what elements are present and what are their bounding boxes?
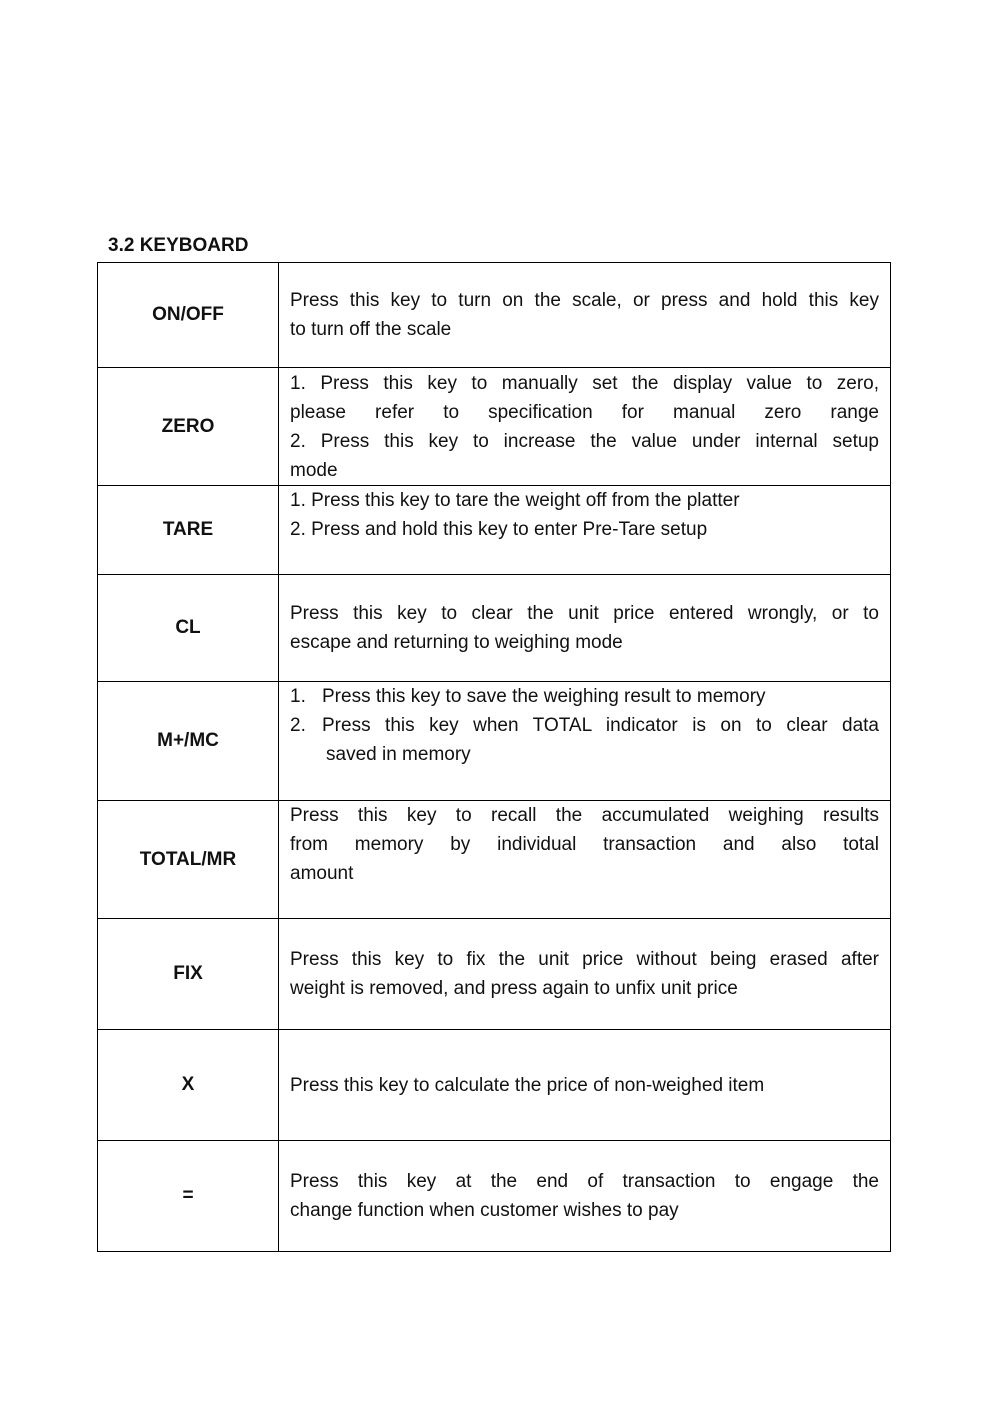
description-line: Press this key to turn on the scale, or press and hold this key: [290, 290, 879, 311]
key-description: [279, 1030, 891, 1141]
key-description: [279, 801, 891, 919]
description-line: mode: [290, 459, 338, 481]
key-description: [279, 486, 891, 575]
table-row: [98, 263, 891, 368]
table-row: [98, 1030, 891, 1141]
description-line: 1. Press this key to manually set the display value to zero,: [290, 372, 879, 394]
description-line: Press this key to save the weighing result to memory: [322, 686, 766, 707]
description-line: Press this key to recall the accumulated weighing results: [290, 805, 879, 826]
list-item: [290, 711, 879, 769]
description-line: to turn off the scale: [290, 319, 452, 340]
description-line: amount: [290, 863, 354, 884]
key-name: M+/MC: [98, 682, 279, 801]
description-line: saved in memory: [326, 744, 471, 765]
description-line: 2. Press and hold this key to enter Pre-Tare setup: [290, 519, 708, 540]
key-name: X: [98, 1030, 279, 1141]
key-name: ON/OFF: [98, 263, 279, 368]
list-number: 1.: [290, 686, 306, 707]
key-description: [279, 682, 891, 801]
key-description: [279, 1141, 891, 1252]
table-row: [98, 368, 891, 486]
list-item: [290, 682, 879, 711]
list-number: 2.: [290, 715, 306, 736]
key-name: ZERO: [98, 368, 279, 486]
description-line: weight is removed, and press again to unfix unit price: [290, 978, 738, 999]
description-line: escape and returning to weighing mode: [290, 632, 623, 653]
key-name: TOTAL/MR: [98, 801, 279, 919]
table-row: [98, 486, 891, 575]
description-line: 1. Press this key to tare the weight off from the platter: [290, 490, 740, 511]
numbered-list: [290, 682, 879, 769]
description-line: Press this key to clear the unit price entered wrongly, or to: [290, 603, 879, 624]
description-line: from memory by individual transaction and also total: [290, 834, 879, 855]
description-line: Press this key at the end of transaction to engage the: [290, 1171, 879, 1192]
table-row: [98, 919, 891, 1030]
key-description: [279, 368, 891, 486]
section-heading: 3.2 KEYBOARD: [108, 235, 249, 256]
description-line: 2. Press this key to increase the value under internal setup: [290, 430, 879, 452]
description-line: Press this key to fix the unit price without being erased after: [290, 949, 879, 970]
key-name: CL: [98, 575, 279, 682]
description-line: change function when customer wishes to pay: [290, 1200, 679, 1221]
description-line: Press this key to calculate the price of non-weighed item: [290, 1074, 765, 1096]
key-name: =: [98, 1141, 279, 1252]
table-row: [98, 575, 891, 682]
key-description: [279, 575, 891, 682]
key-name: TARE: [98, 486, 279, 575]
key-name: FIX: [98, 919, 279, 1030]
keyboard-table: [97, 262, 891, 1252]
description-line: please refer to specification for manual zero range: [290, 401, 879, 423]
table-row: [98, 1141, 891, 1252]
key-description: [279, 919, 891, 1030]
key-description: [279, 263, 891, 368]
table-row: [98, 682, 891, 801]
description-line: Press this key when TOTAL indicator is on to clear data: [322, 715, 879, 736]
table-row: [98, 801, 891, 919]
